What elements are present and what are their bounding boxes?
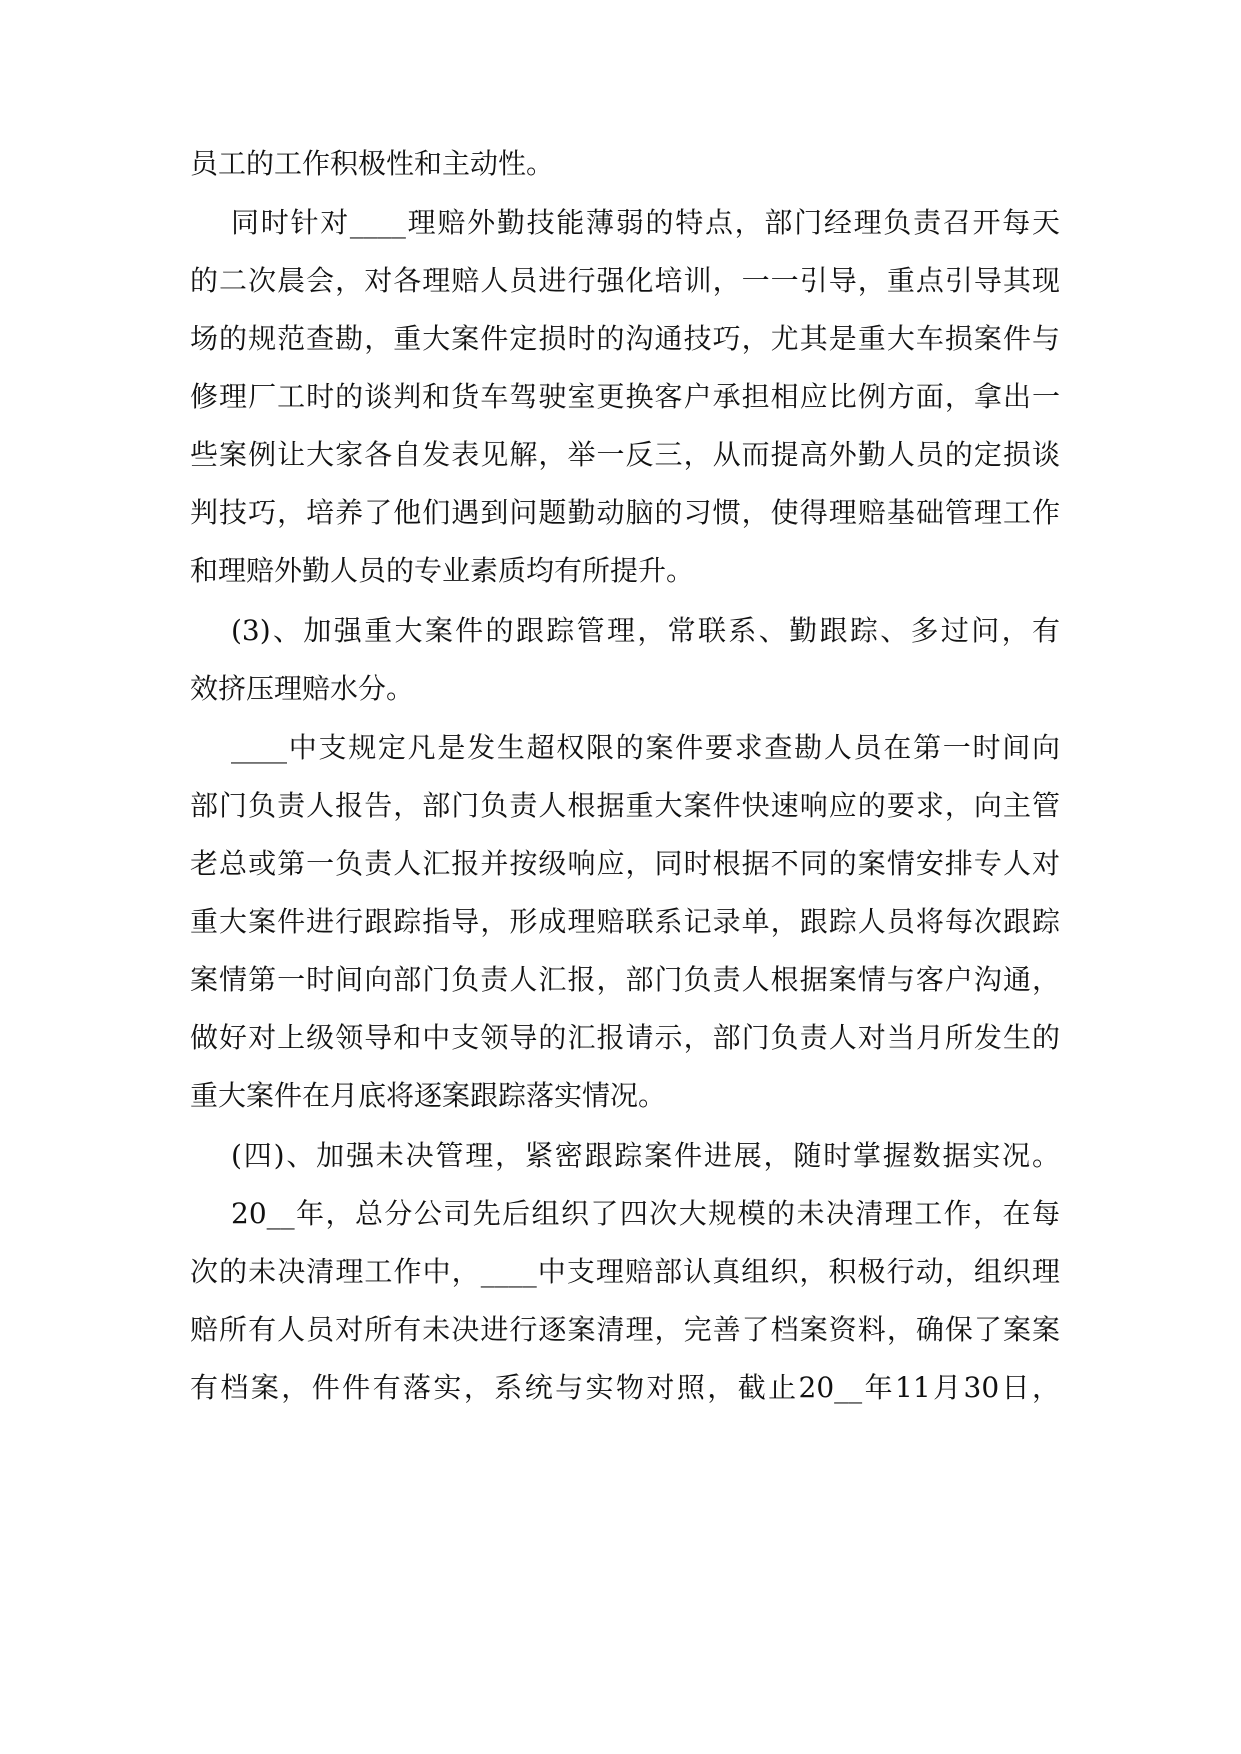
text-line: 有档案，件件有落实，系统与实物对照，截止20__年11月30日， (190, 1371, 1060, 1404)
text-line: 次的未决清理工作中，____中支理赔部认真组织，积极行动，组织理 (190, 1255, 1060, 1288)
text-line: 老总或第一负责人汇报并按级响应，同时根据不同的案情安排专人对 (190, 847, 1060, 880)
text-line: (3)、加强重大案件的跟踪管理，常联系、勤跟踪、多过问，有 (231, 614, 1060, 647)
text-line: 场的规范查勘，重大案件定损时的沟通技巧，尤其是重大车损案件与 (190, 322, 1060, 355)
text-line: ____中支规定凡是发生超权限的案件要求查勘人员在第一时间向 (231, 731, 1060, 764)
text-line: 的二次晨会，对各理赔人员进行强化培训，一一引导，重点引导其现 (190, 264, 1060, 297)
text-line: 20__年，总分公司先后组织了四次大规模的未决清理工作，在每 (231, 1197, 1060, 1230)
text-line: 同时针对____理赔外勤技能薄弱的特点，部门经理负责召开每天 (231, 206, 1060, 239)
text-line: 些案例让大家各自发表见解，举一反三，从而提高外勤人员的定损谈 (190, 438, 1060, 471)
text-line: 案情第一时间向部门负责人汇报，部门负责人根据案情与客户沟通， (190, 963, 1060, 996)
text-line: 效挤压理赔水分。 (190, 672, 415, 705)
text-line: 赔所有人员对所有未决进行逐案清理，完善了档案资料，确保了案案 (190, 1313, 1060, 1346)
text-line: 做好对上级领导和中支领导的汇报请示，部门负责人对当月所发生的 (190, 1021, 1060, 1054)
text-line: 重大案件在月底将逐案跟踪落实情况。 (190, 1079, 667, 1112)
text-line: 员工的工作积极性和主动性。 (190, 147, 555, 180)
text-line: (四)、加强未决管理，紧密跟踪案件进展，随时掌握数据实况。 (231, 1139, 1060, 1172)
text-line: 重大案件进行跟踪指导，形成理赔联系记录单，跟踪人员将每次跟踪 (190, 905, 1060, 938)
text-line: 和理赔外勤人员的专业素质均有所提升。 (190, 554, 695, 587)
text-line: 部门负责人报告，部门负责人根据重大案件快速响应的要求，向主管 (190, 789, 1060, 822)
text-line: 修理厂工时的谈判和货车驾驶室更换客户承担相应比例方面，拿出一 (190, 380, 1060, 413)
text-line: 判技巧，培养了他们遇到问题勤动脑的习惯，使得理赔基础管理工作 (190, 496, 1060, 529)
